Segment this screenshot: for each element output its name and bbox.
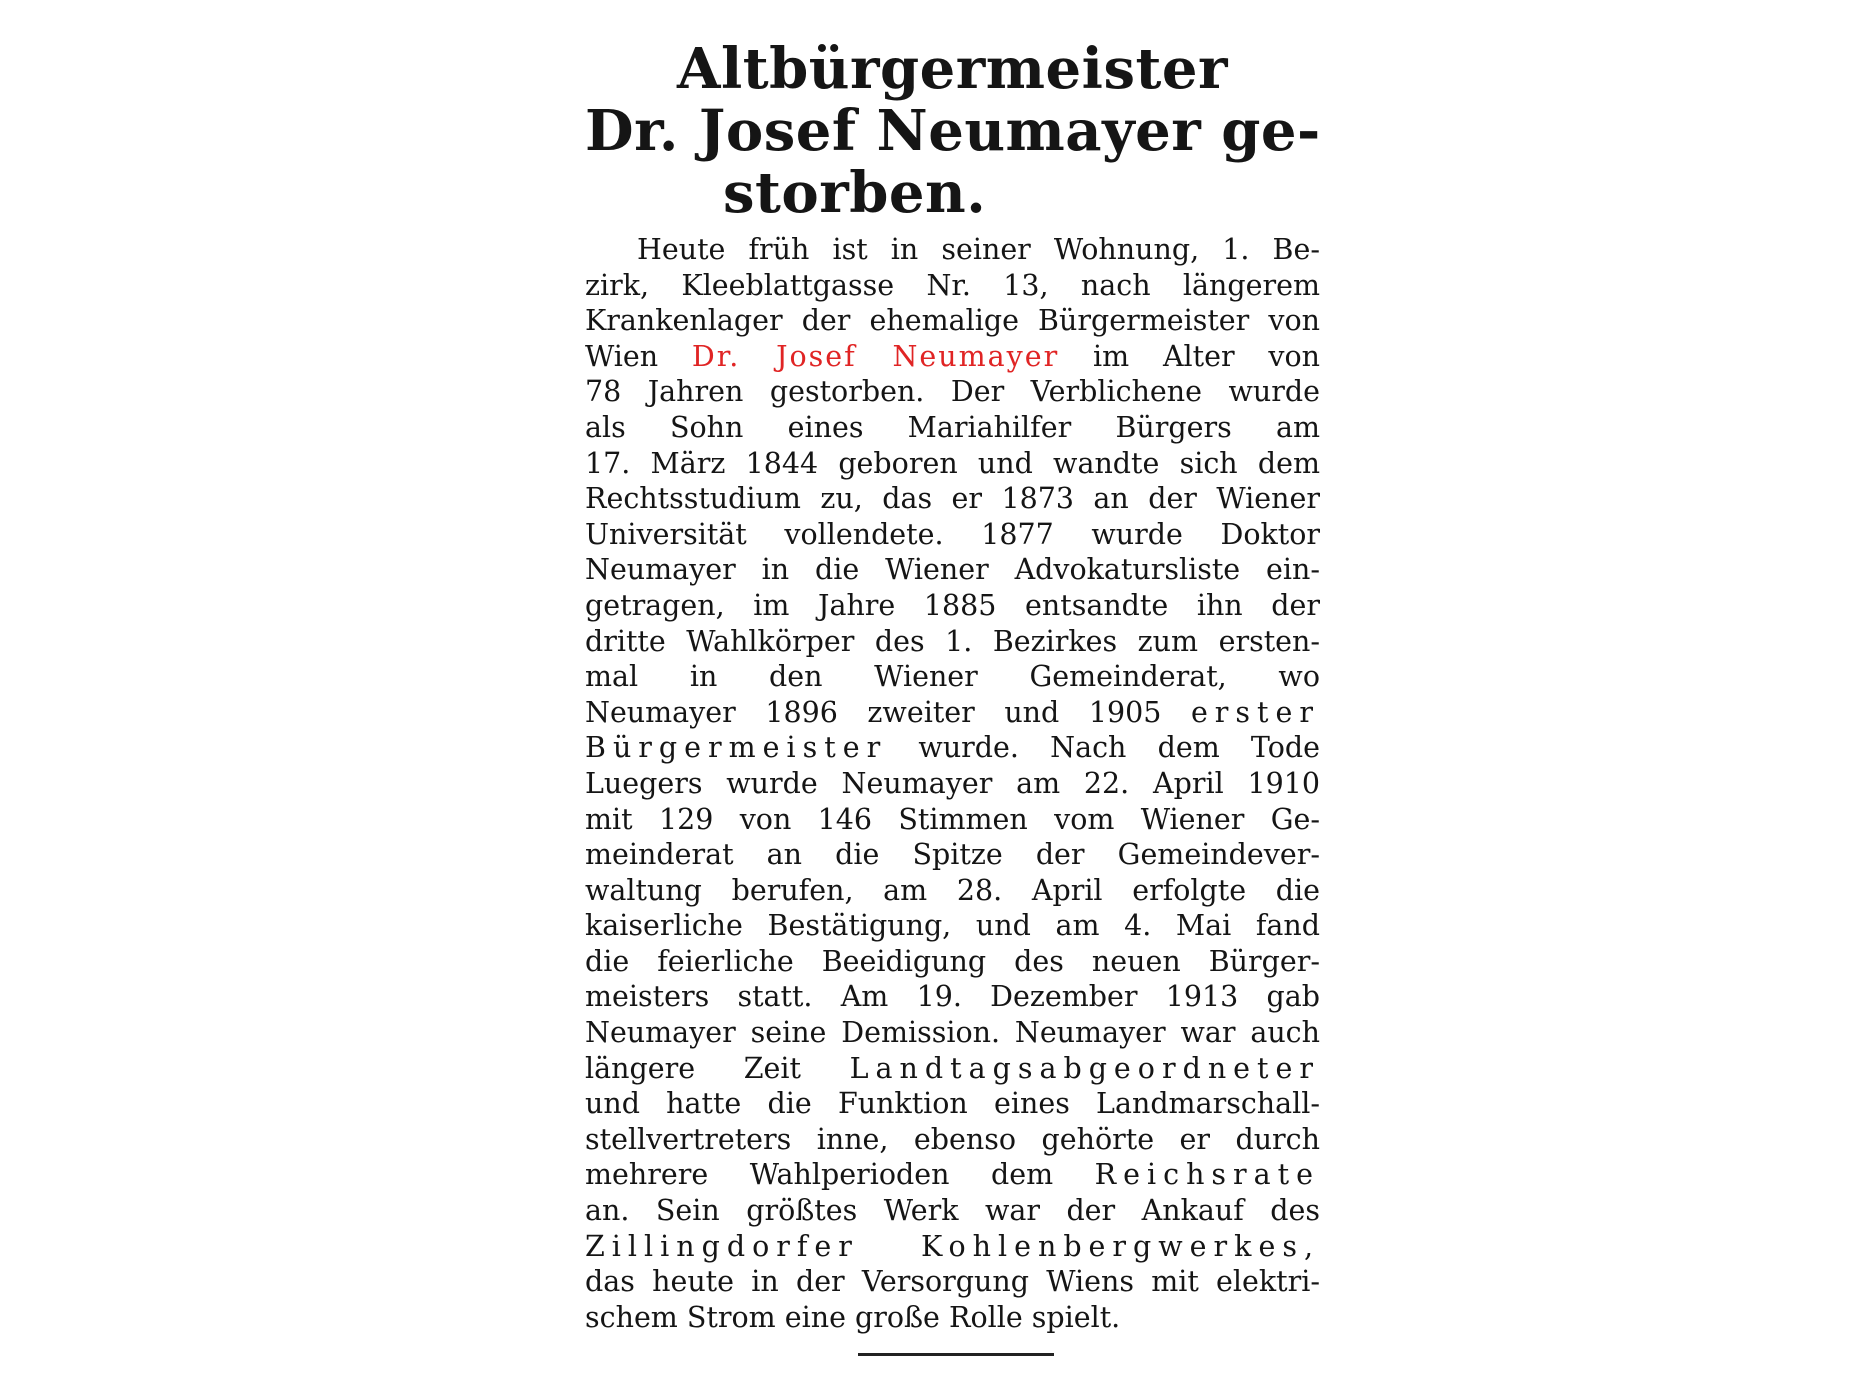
text-run: 17. März 1844 geboren und wandte sich dem (585, 446, 1320, 480)
text-line (585, 588, 1320, 624)
text-run: mal in den Wiener Gemeinderat, wo (585, 660, 1320, 694)
text-line (585, 1264, 1320, 1300)
text-line (585, 410, 1320, 446)
text-run: wurde. Nach dem Tode (887, 731, 1320, 765)
text-run: längere Zeit (585, 1051, 850, 1085)
text-run: an. Sein größtes Werk war der Ankauf des (585, 1194, 1320, 1228)
text-line (585, 1015, 1320, 1051)
text-line (585, 552, 1320, 588)
headline-line-1: Altbürgermeister (677, 36, 1228, 102)
text-run: mit 129 von 146 Stimmen vom Wiener Ge- (585, 802, 1320, 836)
spaced-text: Landtagsabgeordneter (849, 1051, 1320, 1085)
spaced-text: Bürgermeister (585, 731, 888, 765)
text-run: Heute früh ist in seiner Wohnung, 1. Be- (637, 233, 1320, 266)
headline-line-2: Dr. Josef Neumayer ge- (585, 98, 1321, 164)
text-run: Luegers wurde Neumayer am 22. April 1910 (585, 766, 1320, 800)
text-line (585, 873, 1320, 909)
closing-rule (858, 1353, 1054, 1356)
text-line (585, 659, 1320, 695)
text-run: Neumayer 1896 zweiter und 1905 (585, 695, 1191, 729)
text-run: und hatte die Funktion eines Landmarschall- (585, 1087, 1320, 1121)
text-line (585, 979, 1320, 1015)
text-run: waltung berufen, am 28. April erfolgte die (585, 873, 1320, 907)
spaced-text: Zillingdorfer Kohlenbergwerkes, (585, 1229, 1320, 1263)
article-body (585, 232, 1320, 1335)
text-line (585, 1122, 1320, 1158)
text-run: mehrere Wahlperioden dem (585, 1158, 1095, 1192)
text-line (585, 624, 1320, 660)
text-run: im Alter von (1059, 339, 1320, 373)
text-line (585, 374, 1320, 410)
text-run: getragen, im Jahre 1885 entsandte ihn der (585, 588, 1320, 622)
text-run: Neumayer seine Demission. Neumayer war auch (585, 1016, 1320, 1050)
text-line (585, 802, 1320, 838)
text-run: meisters statt. Am 19. Dezember 1913 gab (585, 980, 1320, 1014)
text-line (585, 766, 1320, 802)
text-line (585, 232, 1320, 268)
text-line (585, 1086, 1320, 1122)
text-line (585, 446, 1320, 482)
text-line (585, 481, 1320, 517)
text-run: Neumayer in die Wiener Advokatursliste ein- (585, 553, 1320, 587)
text-line (585, 1157, 1320, 1193)
text-line (585, 1193, 1320, 1229)
headline-line-3: storben. (723, 160, 987, 226)
text-run: die feierliche Beeidigung des neuen Bürger- (585, 944, 1320, 978)
spaced-text: erster (1190, 695, 1320, 729)
text-run: Krankenlager der ehemalige Bürgermeister von (585, 304, 1320, 338)
text-line (585, 837, 1320, 873)
text-line (585, 730, 1320, 766)
text-line (585, 268, 1320, 304)
text-line (585, 1300, 1320, 1336)
text-run: kaiserliche Bestätigung, und am 4. Mai fand (585, 909, 1320, 943)
text-run: als Sohn eines Mariahilfer Bürgers am (585, 410, 1320, 444)
text-line (585, 944, 1320, 980)
newspaper-clipping (585, 38, 1320, 1358)
text-line (585, 339, 1320, 375)
text-run: zirk, Kleeblattgasse Nr. 13, nach längerem (585, 268, 1320, 302)
text-line (585, 695, 1320, 731)
text-run: das heute in der Versorgung Wiens mit elektri- (585, 1265, 1320, 1299)
text-line (585, 517, 1320, 553)
text-run: Wien (585, 339, 692, 373)
text-run: 78 Jahren gestorben. Der Verblichene wurde (585, 375, 1320, 409)
text-run: Rechtsstudium zu, das er 1873 an der Wiener (585, 482, 1320, 516)
text-run: Universität vollendete. 1877 wurde Doktor (585, 517, 1320, 551)
text-run: dritte Wahlkörper des 1. Bezirkes zum ersten- (585, 624, 1320, 658)
article-headline (585, 38, 1320, 224)
text-run: meinderat an die Spitze der Gemeindever- (585, 838, 1320, 872)
text-line (585, 303, 1320, 339)
text-line (585, 908, 1320, 944)
text-run: stellvertreters inne, ebenso gehörte er durch (585, 1122, 1320, 1156)
highlighted-name: Dr. Josef Neumayer (691, 339, 1060, 373)
text-line (585, 1051, 1320, 1087)
text-line (585, 1229, 1320, 1265)
text-run: schem Strom eine große Rolle spielt. (585, 1300, 1121, 1334)
spaced-text: Reichsrate (1094, 1158, 1320, 1192)
